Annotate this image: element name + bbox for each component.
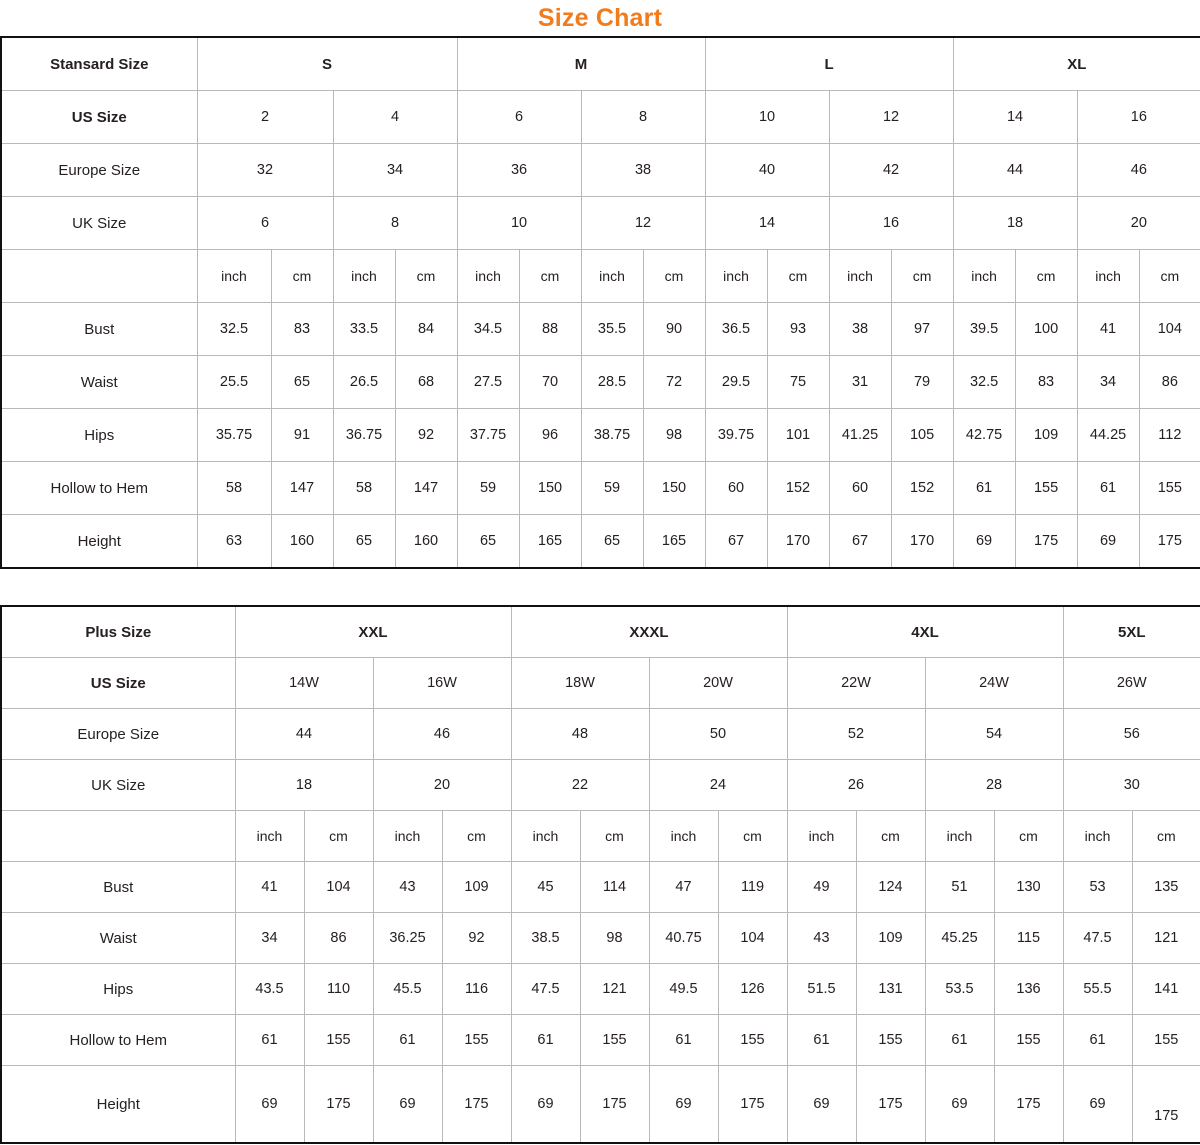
plus-cell-bust-6: 47 [649,862,718,913]
unit-cell-3: cm [395,250,457,303]
plus-cell-uk-size-4: 26 [787,760,925,811]
cell-waist-14: 34 [1077,356,1139,409]
cell-europe-size-6: 44 [953,144,1077,197]
plus-cell-hollow-13: 155 [1132,1015,1200,1066]
cell-bust-5: 88 [519,303,581,356]
row-label-hollow-to-hem: Hollow to Hem [1,462,197,515]
cell-height-3: 160 [395,515,457,569]
plus-size-table-wrap [0,605,1200,1144]
cell-bust-0: 32.5 [197,303,271,356]
plus-cell-us-size-3: 20W [649,658,787,709]
row-label-units [1,250,197,303]
plus-unit-cell-4: inch [511,811,580,862]
table-row-hollow-to-hem [1,462,1200,515]
cell-height-9: 170 [767,515,829,569]
cell-height-15: 175 [1139,515,1200,569]
plus-cell-hollow-4: 61 [511,1015,580,1066]
plus-table-row-size-groups [1,606,1200,658]
unit-cell-6: inch [581,250,643,303]
plus-cell-hips-10: 53.5 [925,964,994,1015]
plus-cell-hollow-6: 61 [649,1015,718,1066]
plus-unit-cell-5: cm [580,811,649,862]
plus-cell-europe-size-2: 48 [511,709,649,760]
plus-row-label-uk-size: UK Size [1,760,235,811]
plus-cell-hips-12: 55.5 [1063,964,1132,1015]
table-row-size-groups [1,37,1200,91]
table-row-units [1,250,1200,303]
cell-waist-3: 68 [395,356,457,409]
plus-cell-uk-size-6: 30 [1063,760,1200,811]
plus-cell-bust-2: 43 [373,862,442,913]
table-row-hips [1,409,1200,462]
cell-hollow-15: 155 [1139,462,1200,515]
plus-cell-waist-10: 45.25 [925,913,994,964]
plus-cell-height-7: 175 [718,1066,787,1144]
cell-us-size-3: 8 [581,91,705,144]
cell-height-6: 65 [581,515,643,569]
plus-table-row-units [1,811,1200,862]
plus-cell-height-13-value [1133,1083,1200,1125]
plus-cell-height-0: 69 [235,1066,304,1144]
unit-cell-12: inch [953,250,1015,303]
cell-height-8: 67 [705,515,767,569]
unit-cell-15: cm [1139,250,1200,303]
plus-cell-bust-3: 109 [442,862,511,913]
table-row-height [1,515,1200,569]
plus-cell-europe-size-5: 54 [925,709,1063,760]
cell-europe-size-1: 34 [333,144,457,197]
plus-table-row-hollow-to-hem [1,1015,1200,1066]
plus-cell-bust-9: 124 [856,862,925,913]
cell-waist-9: 75 [767,356,829,409]
plus-cell-uk-size-1: 20 [373,760,511,811]
table-row-waist [1,356,1200,409]
cell-uk-size-4: 14 [705,197,829,250]
cell-hips-3: 92 [395,409,457,462]
cell-europe-size-7: 46 [1077,144,1200,197]
cell-uk-size-2: 10 [457,197,581,250]
size-group-xxxl: XXXL [511,606,787,658]
plus-cell-hollow-8: 61 [787,1015,856,1066]
size-group-m: M [457,37,705,91]
cell-hollow-10: 60 [829,462,891,515]
unit-cell-0: inch [197,250,271,303]
plus-cell-waist-9: 109 [856,913,925,964]
plus-cell-hollow-11: 155 [994,1015,1063,1066]
cell-us-size-2: 6 [457,91,581,144]
plus-unit-cell-6: inch [649,811,718,862]
plus-corner-label: Plus Size [1,606,235,658]
row-label-height: Height [1,515,197,569]
cell-hips-11: 105 [891,409,953,462]
plus-cell-waist-6: 40.75 [649,913,718,964]
cell-waist-5: 70 [519,356,581,409]
plus-cell-height-13-cm: 175 [1154,1108,1179,1125]
page-title: Size Chart [537,4,663,32]
standard-size-table-wrap [0,36,1200,569]
cell-hollow-1: 147 [271,462,333,515]
plus-cell-height-6: 69 [649,1066,718,1144]
plus-unit-cell-9: cm [856,811,925,862]
cell-waist-2: 26.5 [333,356,395,409]
plus-cell-bust-4: 45 [511,862,580,913]
cell-height-14: 69 [1077,515,1139,569]
plus-cell-us-size-0: 14W [235,658,373,709]
size-group-s: S [197,37,457,91]
plus-unit-cell-12: inch [1063,811,1132,862]
cell-bust-11: 97 [891,303,953,356]
plus-cell-uk-size-2: 22 [511,760,649,811]
plus-cell-hollow-12: 61 [1063,1015,1132,1066]
plus-cell-hips-1: 110 [304,964,373,1015]
plus-cell-height-13 [1132,1066,1200,1144]
cell-hips-15: 112 [1139,409,1200,462]
unit-cell-4: inch [457,250,519,303]
size-group-5xl: 5XL [1063,606,1200,658]
cell-hollow-7: 150 [643,462,705,515]
table-row-us-size [1,91,1200,144]
plus-cell-us-size-4: 22W [787,658,925,709]
row-label-us-size: US Size [1,91,197,144]
plus-table-row-waist [1,913,1200,964]
row-label-bust: Bust [1,303,197,356]
cell-hips-9: 101 [767,409,829,462]
cell-hips-12: 42.75 [953,409,1015,462]
table-row-bust [1,303,1200,356]
plus-table-row-hips [1,964,1200,1015]
plus-cell-waist-5: 98 [580,913,649,964]
cell-height-12: 69 [953,515,1015,569]
plus-cell-waist-7: 104 [718,913,787,964]
unit-cell-7: cm [643,250,705,303]
plus-cell-hips-2: 45.5 [373,964,442,1015]
plus-cell-europe-size-1: 46 [373,709,511,760]
plus-cell-uk-size-3: 24 [649,760,787,811]
plus-unit-cell-0: inch [235,811,304,862]
plus-cell-bust-1: 104 [304,862,373,913]
cell-bust-12: 39.5 [953,303,1015,356]
plus-unit-cell-10: inch [925,811,994,862]
plus-cell-hips-3: 116 [442,964,511,1015]
plus-row-label-us-size: US Size [1,658,235,709]
plus-cell-hollow-2: 61 [373,1015,442,1066]
cell-us-size-0: 2 [197,91,333,144]
cell-bust-10: 38 [829,303,891,356]
cell-waist-1: 65 [271,356,333,409]
plus-unit-cell-7: cm [718,811,787,862]
unit-cell-1: cm [271,250,333,303]
plus-row-label-hollow-to-hem: Hollow to Hem [1,1015,235,1066]
unit-cell-10: inch [829,250,891,303]
plus-table-row-bust [1,862,1200,913]
plus-cell-hips-5: 121 [580,964,649,1015]
cell-europe-size-0: 32 [197,144,333,197]
plus-cell-uk-size-5: 28 [925,760,1063,811]
cell-waist-7: 72 [643,356,705,409]
cell-hips-14: 44.25 [1077,409,1139,462]
cell-waist-10: 31 [829,356,891,409]
plus-unit-cell-13: cm [1132,811,1200,862]
plus-cell-bust-13: 135 [1132,862,1200,913]
cell-hollow-3: 147 [395,462,457,515]
cell-hips-10: 41.25 [829,409,891,462]
plus-cell-europe-size-4: 52 [787,709,925,760]
cell-uk-size-6: 18 [953,197,1077,250]
plus-unit-cell-1: cm [304,811,373,862]
cell-bust-8: 36.5 [705,303,767,356]
row-label-hips: Hips [1,409,197,462]
cell-hips-8: 39.75 [705,409,767,462]
plus-cell-height-8: 69 [787,1066,856,1144]
plus-cell-waist-3: 92 [442,913,511,964]
cell-height-10: 67 [829,515,891,569]
plus-cell-height-11: 175 [994,1066,1063,1144]
cell-bust-1: 83 [271,303,333,356]
plus-cell-waist-0: 34 [235,913,304,964]
cell-waist-4: 27.5 [457,356,519,409]
plus-cell-waist-4: 38.5 [511,913,580,964]
plus-cell-waist-13: 121 [1132,913,1200,964]
cell-bust-15: 104 [1139,303,1200,356]
row-label-uk-size: UK Size [1,197,197,250]
cell-bust-4: 34.5 [457,303,519,356]
cell-us-size-5: 12 [829,91,953,144]
plus-cell-bust-0: 41 [235,862,304,913]
plus-cell-height-2: 69 [373,1066,442,1144]
plus-cell-hollow-9: 155 [856,1015,925,1066]
cell-europe-size-4: 40 [705,144,829,197]
plus-cell-waist-8: 43 [787,913,856,964]
plus-cell-bust-5: 114 [580,862,649,913]
plus-cell-hips-13: 141 [1132,964,1200,1015]
cell-hips-13: 109 [1015,409,1077,462]
plus-table-row-us-size [1,658,1200,709]
plus-cell-height-4: 69 [511,1066,580,1144]
cell-uk-size-5: 16 [829,197,953,250]
table-row-uk-size [1,197,1200,250]
size-group-l: L [705,37,953,91]
plus-cell-europe-size-6: 56 [1063,709,1200,760]
plus-cell-bust-12: 53 [1063,862,1132,913]
plus-cell-hollow-10: 61 [925,1015,994,1066]
plus-row-label-waist: Waist [1,913,235,964]
cell-us-size-4: 10 [705,91,829,144]
cell-bust-3: 84 [395,303,457,356]
corner-label: Stansard Size [1,37,197,91]
plus-row-label-hips: Hips [1,964,235,1015]
cell-bust-6: 35.5 [581,303,643,356]
table-row-europe-size [1,144,1200,197]
size-group-4xl: 4XL [787,606,1063,658]
plus-cell-waist-12: 47.5 [1063,913,1132,964]
unit-cell-14: inch [1077,250,1139,303]
size-group-xl: XL [953,37,1200,91]
cell-waist-13: 83 [1015,356,1077,409]
plus-row-label-units [1,811,235,862]
cell-waist-8: 29.5 [705,356,767,409]
cell-waist-12: 32.5 [953,356,1015,409]
cell-uk-size-7: 20 [1077,197,1200,250]
plus-unit-cell-11: cm [994,811,1063,862]
plus-unit-cell-2: inch [373,811,442,862]
cell-hollow-4: 59 [457,462,519,515]
cell-hips-0: 35.75 [197,409,271,462]
unit-cell-13: cm [1015,250,1077,303]
plus-table-row-uk-size [1,760,1200,811]
cell-us-size-7: 16 [1077,91,1200,144]
cell-us-size-6: 14 [953,91,1077,144]
size-group-xxl: XXL [235,606,511,658]
cell-height-7: 165 [643,515,705,569]
plus-cell-height-5: 175 [580,1066,649,1144]
cell-uk-size-3: 12 [581,197,705,250]
cell-bust-7: 90 [643,303,705,356]
unit-cell-9: cm [767,250,829,303]
table-separator [0,569,1200,605]
cell-hollow-11: 152 [891,462,953,515]
row-label-europe-size: Europe Size [1,144,197,197]
plus-cell-hips-11: 136 [994,964,1063,1015]
plus-unit-cell-8: inch [787,811,856,862]
plus-cell-us-size-1: 16W [373,658,511,709]
plus-cell-uk-size-0: 18 [235,760,373,811]
plus-cell-us-size-5: 24W [925,658,1063,709]
cell-height-11: 170 [891,515,953,569]
plus-cell-hips-7: 126 [718,964,787,1015]
cell-hips-7: 98 [643,409,705,462]
plus-cell-bust-7: 119 [718,862,787,913]
plus-cell-us-size-2: 18W [511,658,649,709]
cell-bust-14: 41 [1077,303,1139,356]
plus-cell-hips-6: 49.5 [649,964,718,1015]
plus-cell-height-3: 175 [442,1066,511,1144]
cell-hollow-13: 155 [1015,462,1077,515]
plus-cell-bust-11: 130 [994,862,1063,913]
unit-cell-5: cm [519,250,581,303]
cell-height-1: 160 [271,515,333,569]
cell-hollow-9: 152 [767,462,829,515]
cell-height-5: 165 [519,515,581,569]
cell-us-size-1: 4 [333,91,457,144]
cell-bust-13: 100 [1015,303,1077,356]
cell-waist-11: 79 [891,356,953,409]
cell-waist-0: 25.5 [197,356,271,409]
plus-unit-cell-3: cm [442,811,511,862]
plus-cell-hips-8: 51.5 [787,964,856,1015]
cell-hollow-6: 59 [581,462,643,515]
plus-cell-height-9: 175 [856,1066,925,1144]
plus-cell-waist-1: 86 [304,913,373,964]
cell-waist-6: 28.5 [581,356,643,409]
plus-cell-waist-2: 36.25 [373,913,442,964]
cell-hips-6: 38.75 [581,409,643,462]
row-label-waist: Waist [1,356,197,409]
cell-hips-2: 36.75 [333,409,395,462]
plus-cell-hips-0: 43.5 [235,964,304,1015]
plus-cell-height-10: 69 [925,1066,994,1144]
plus-cell-hips-4: 47.5 [511,964,580,1015]
plus-cell-europe-size-3: 50 [649,709,787,760]
cell-height-0: 63 [197,515,271,569]
plus-cell-us-size-6: 26W [1063,658,1200,709]
plus-cell-hollow-0: 61 [235,1015,304,1066]
plus-row-label-bust: Bust [1,862,235,913]
cell-bust-2: 33.5 [333,303,395,356]
plus-cell-hollow-3: 155 [442,1015,511,1066]
plus-cell-hollow-5: 155 [580,1015,649,1066]
plus-cell-hips-9: 131 [856,964,925,1015]
cell-europe-size-2: 36 [457,144,581,197]
cell-waist-15: 86 [1139,356,1200,409]
cell-europe-size-3: 38 [581,144,705,197]
plus-table-row-height [1,1066,1200,1144]
plus-cell-waist-11: 115 [994,913,1063,964]
plus-cell-height-1: 175 [304,1066,373,1144]
cell-hips-1: 91 [271,409,333,462]
cell-uk-size-0: 6 [197,197,333,250]
plus-cell-bust-10: 51 [925,862,994,913]
plus-row-label-europe-size: Europe Size [1,709,235,760]
cell-height-4: 65 [457,515,519,569]
cell-hollow-2: 58 [333,462,395,515]
unit-cell-11: cm [891,250,953,303]
plus-row-label-height: Height [1,1066,235,1144]
cell-hollow-0: 58 [197,462,271,515]
unit-cell-8: inch [705,250,767,303]
cell-uk-size-1: 8 [333,197,457,250]
plus-cell-height-12: 69 [1063,1066,1132,1144]
plus-cell-hollow-1: 155 [304,1015,373,1066]
cell-hips-5: 96 [519,409,581,462]
cell-hollow-14: 61 [1077,462,1139,515]
plus-table-row-europe-size [1,709,1200,760]
cell-europe-size-5: 42 [829,144,953,197]
cell-height-2: 65 [333,515,395,569]
plus-cell-europe-size-0: 44 [235,709,373,760]
cell-hollow-5: 150 [519,462,581,515]
plus-cell-hollow-7: 155 [718,1015,787,1066]
standard-size-table [0,36,1200,569]
cell-height-13: 175 [1015,515,1077,569]
plus-cell-bust-8: 49 [787,862,856,913]
cell-hollow-12: 61 [953,462,1015,515]
plus-size-table [0,605,1200,1144]
cell-hips-4: 37.75 [457,409,519,462]
cell-bust-9: 93 [767,303,829,356]
unit-cell-2: inch [333,250,395,303]
cell-hollow-8: 60 [705,462,767,515]
